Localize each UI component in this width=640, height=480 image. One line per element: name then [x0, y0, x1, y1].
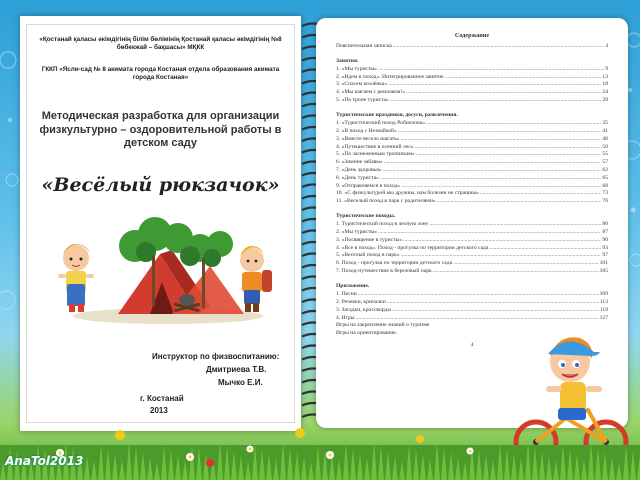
table-of-contents	[336, 32, 608, 350]
toc-entry-text: 7. «День здоровья»	[336, 166, 382, 173]
toc-entry-text: 4. «Мы шагаем с рюкзаком!»	[336, 89, 406, 96]
toc-entry-text: 10. «С физкультурой мы дружны, нам болезни не страшны»	[336, 190, 479, 197]
toc-entry-text: 6. «Зимние забавы»	[336, 159, 383, 166]
toc-entry	[336, 299, 608, 307]
camping-illustration	[40, 206, 280, 326]
toc-entry-text: 3. «Посвящение в туристы»	[336, 236, 403, 243]
toc-entry	[336, 198, 608, 206]
toc-entry-text: 11. «Веселый поход в парк с родителями»	[336, 198, 436, 205]
toc-entry-text: 4. Игры	[336, 314, 355, 321]
toc-entry-text: 5. «Веселый поход в парк»	[336, 252, 400, 259]
toc-entry-page: 13	[602, 73, 608, 80]
toc-entry-page: 65	[602, 174, 608, 181]
toc-section-heading: Приложение.	[336, 283, 370, 290]
toc-sections	[336, 58, 608, 338]
toc-entry	[336, 260, 608, 268]
toc-entry-page: 73	[602, 190, 608, 197]
toc-entry-text: 5. «По тропе туриста»	[336, 97, 389, 104]
toc-entry	[336, 74, 608, 82]
toc-entry	[336, 66, 608, 74]
toc-entry	[336, 120, 608, 128]
toc-entry-text: 9. «Отправляемся в поход»	[336, 182, 401, 189]
toc-entry	[336, 144, 608, 152]
toc-entry	[336, 229, 608, 237]
cover-page	[20, 16, 301, 431]
toc-entry-page: 68	[602, 182, 608, 189]
toc-entry	[336, 159, 608, 167]
toc-entry-text: 8. «День туриста»	[336, 174, 379, 181]
toc-entry	[336, 43, 608, 51]
toc-section-heading: Занятия.	[336, 58, 359, 65]
toc-entry	[336, 136, 608, 144]
toc-entry-page: 80	[602, 221, 608, 228]
toc-entry-page: 41	[602, 127, 608, 134]
toc-entry	[336, 175, 608, 183]
toc-entry-text: 7. Поход-путешествие в березовый парк	[336, 268, 432, 275]
toc-entry-page: 101	[599, 260, 608, 267]
toc-entry	[336, 190, 608, 198]
toc-entry-text: 2. Речевки, кричалки	[336, 298, 386, 305]
toc-entry	[336, 167, 608, 175]
toc-entry-page: 90	[602, 236, 608, 243]
toc-entry-text: 2. «Идем в поход». Интегрированное занятие	[336, 73, 444, 80]
toc-entry-text: 1. «Мы туристы»	[336, 65, 377, 72]
author-2: Мычко Е.И.	[218, 378, 263, 387]
cover-ministry-text: «Қостанай қаласы әкімдігінің білім бөлімінің Қостанай қаласы әкімдігінің №8 бөбекжай – бақшасы» МҚКК	[39, 36, 282, 51]
toc-entry-page: 9	[605, 65, 608, 72]
toc-entry-page: 4	[605, 42, 608, 49]
toc-entry	[336, 151, 608, 159]
toc-entry	[336, 81, 608, 89]
toc-entry-page: 127	[599, 314, 608, 321]
toc-entry	[336, 252, 608, 260]
toc-entry-text: 2. «Мы туристы»	[336, 229, 377, 236]
cover-city: г. Костанай	[140, 394, 184, 403]
instructor-label: Инструктор по физвоспитанию:	[152, 352, 280, 361]
toc-entry	[336, 307, 608, 315]
toc-entry-page: 105	[599, 268, 608, 275]
toc-entry	[336, 97, 608, 105]
toc-entry	[336, 245, 608, 253]
toc-entry-page: 93	[602, 244, 608, 251]
toc-entry	[336, 89, 608, 97]
toc-title: Содержание	[454, 32, 490, 39]
toc-entry-page: 18	[602, 81, 608, 88]
cover-school-text: ГККП «Ясли-сад № 8 акимата города Костаная отдела образования акимата города Костаная»	[41, 66, 280, 81]
toc-entry-text: 4. «Все в поход». Поход - прогулка по территории детского сада	[336, 244, 489, 251]
toc-entry-text: 3. «Вместе весело шагать»	[336, 135, 400, 142]
toc-entry-page: 55	[602, 151, 608, 158]
toc-entry-page: 109	[599, 291, 608, 298]
toc-entry-page: 113	[599, 298, 608, 305]
toc-entry	[336, 237, 608, 245]
toc-entry-text: 4. «Путешествие в осенний лес»	[336, 143, 414, 150]
toc-entry-text: Пояснительная записка	[336, 42, 392, 49]
cover-book-name: «Весёлый рюкзачок»	[41, 174, 280, 196]
toc-entry-text: 3. Загадки, кроссворды	[336, 306, 392, 313]
toc-entry-page: 46	[602, 135, 608, 142]
toc-entry	[336, 183, 608, 191]
author-1: Дмитриева Т.В.	[206, 365, 267, 374]
toc-entry	[336, 221, 608, 229]
toc-entry-page: 29	[602, 97, 608, 104]
toc-entry-page: 35	[602, 120, 608, 127]
toc-entry-text: 6. Поход - прогулка по территории детского сада	[336, 260, 453, 267]
toc-entry-page: 50	[602, 143, 608, 150]
toc-entry-text: 3. «Спасем козлёнка»	[336, 81, 388, 88]
page-number: 4	[470, 341, 474, 348]
toc-entry-text: Игры на закрепление знаний о туризме	[336, 322, 430, 329]
toc-entry-page: 119	[599, 306, 608, 313]
toc-entry-text: 1. Туристический поход в лесную зону	[336, 221, 429, 228]
toc-entry	[336, 291, 608, 299]
cover-title: Методическая разработка для организации физкультурно – оздоровительной работы в детском саду	[39, 110, 282, 149]
toc-entry-text: 2. «В поход с Незнайкой»	[336, 127, 397, 134]
toc-entry-page: 87	[602, 229, 608, 236]
toc-entry-page: 62	[602, 166, 608, 173]
toc-section-heading: Туристические походы.	[336, 213, 396, 220]
toc-entry-text: Игры на ориентирование.	[336, 330, 398, 337]
toc-entry-page: 24	[602, 89, 608, 96]
toc-section-heading: Туристические праздники, досуги, развлечения.	[336, 112, 458, 119]
toc-entry	[336, 268, 608, 276]
watermark: AnaTol2013	[5, 454, 84, 468]
toc-entry-page: 57	[602, 159, 608, 166]
toc-entry-text: 1. «Туристический поход Робинзона»	[336, 120, 426, 127]
toc-entry-page: 97	[602, 252, 608, 259]
cover-year: 2013	[150, 406, 168, 415]
toc-entry-text: 1. Песни	[336, 291, 357, 298]
grass-border	[0, 405, 640, 480]
toc-entry	[336, 128, 608, 136]
toc-entry-page: 76	[602, 198, 608, 205]
toc-entry-text: 5. «По заснеженным тропинкам»	[336, 151, 415, 158]
